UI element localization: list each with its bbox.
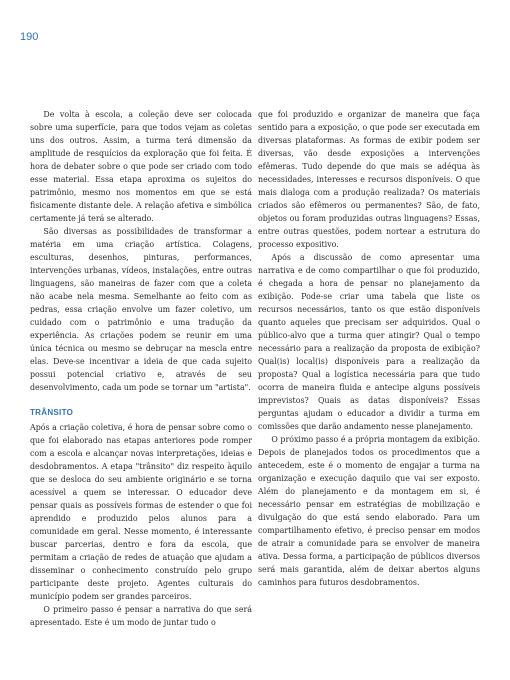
paragraph: Após a criação coletiva, é hora de pensar sobre como o que foi elaborado nas etapas anteriores pode romper com a escola e alcançar novas interpretações, ideias e desdobramentos. A etapa "trânsito" diz respeito àquilo que se desloca do seu ambiente originário e se torna acessível a quem se interessar. O educador deve pensar quais as possíveis formas de estender o que foi aprendido e produzido pelos alunos para a comunidade em geral. Nesse momento, é interessante buscar parcerias, dentro e fora da escola, que permitam a criação de redes de atuação que ajudam a disseminar o conhecimento construído pelo grupo participante deste projeto. Agentes culturais do município podem ser grandes parceiros. — [30, 423, 252, 601]
paragraph: que foi produzido e organizar de maneira que faça sentido para a exposição, o que pode ser executada em diversas plataformas. As formas de exibir podem ser diversas, vão desde exposições a intervenções efêmeras. Tudo depende do que mais se adéqua às necessidades, interesses e recursos disponíveis. O que mais dialoga com a produção realizada? Os materiais criados são efêmeros ou permanentes? São, de fato, objetos ou foram produzidas outras linguagens? Essas, entre outras questões, podem nortear a estrutura do processo expositivo. — [258, 110, 480, 249]
left-column — [30, 108, 252, 629]
page-number: 190 — [20, 31, 39, 43]
paragraph: São diversas as possibilidades de transformar a matéria em uma criação artística. Colagens, esculturas, desenhos, pinturas, performances, intervenções urbanas, vídeos, instalações, entre outras linguagens, são maneiras de fazer com que a coleta não acabe nela mesma. Semelhante ao feito com as pedras, essa criação envolve um fazer coletivo, um cuidado com o patrimônio e uma tradução da experiência. As criações podem se reunir em uma única técnica ou mesmo se debruçar na mescla entre elas. Deve-se incentivar a ideia de que cada sujeito possui potencial criativo e, através de seu desenvolvimento, cada um pode se tornar um "artista". — [30, 227, 252, 392]
right-column — [258, 108, 480, 589]
section-heading: TRÂNSITO — [30, 408, 74, 417]
paragraph: O próximo passo é a própria montagem da exibição. Depois de planejados todos os procedimentos que a antecedem, este é o momento de engajar a turma na organização e execução daquilo que vai ser exposto. Além do planejamento e da montagem em si, é necessário pensar em estratégias de mobilização e divulgação do que está sendo elaborado. Para um compartilhamento efetivo, é preciso pensar em modos de atrair a comunidade para se envolver de maneira ativa. Dessa forma, a participação de públicos diversos será mais garantida, além de deixar abertos alguns caminhos para futuros desdobramentos. — [258, 435, 480, 587]
paragraph: De volta à escola, a coleção deve ser colocada sobre uma superfície, para que todos vejam as coletas uns dos outros. Assim, a turma terá dimensão da amplitude de resquícios da exploração que foi feita. É hora de debater sobre o que pode ser criado com todo esse material. Essa etapa aproxima os sujeitos do patrimônio, mesmo nos momentos em que se está fisicamente distante dele. A relação afetiva e simbólica certamente já terá se alterado. — [30, 110, 252, 223]
paragraph: O primeiro passo é pensar a narrativa do que será apresentado. Este é um modo de juntar tudo o — [30, 605, 252, 627]
paragraph: Após a discussão de como apresentar uma narrativa e de como compartilhar o que foi produzido, é chegada a hora de pensar no planejamento da exibição. Pode-se criar uma tabela que liste os recursos necessários, tanto os que estão disponíveis quanto aqueles que precisam ser adquiridos. Qual o público-alvo que a turma quer atingir? Qual o tempo necessário para a realização da proposta de exibição? Qual(is) local(is) disponíveis para a realização da proposta? Qual a logística necessária para que tudo ocorra de maneira fluida e antecipe alguns possíveis imprevistos? Quais as datas disponíveis? Essas perguntas ajudam o educador a dividir a turma em comissões que darão andamento nesse planejamento. — [258, 253, 480, 431]
